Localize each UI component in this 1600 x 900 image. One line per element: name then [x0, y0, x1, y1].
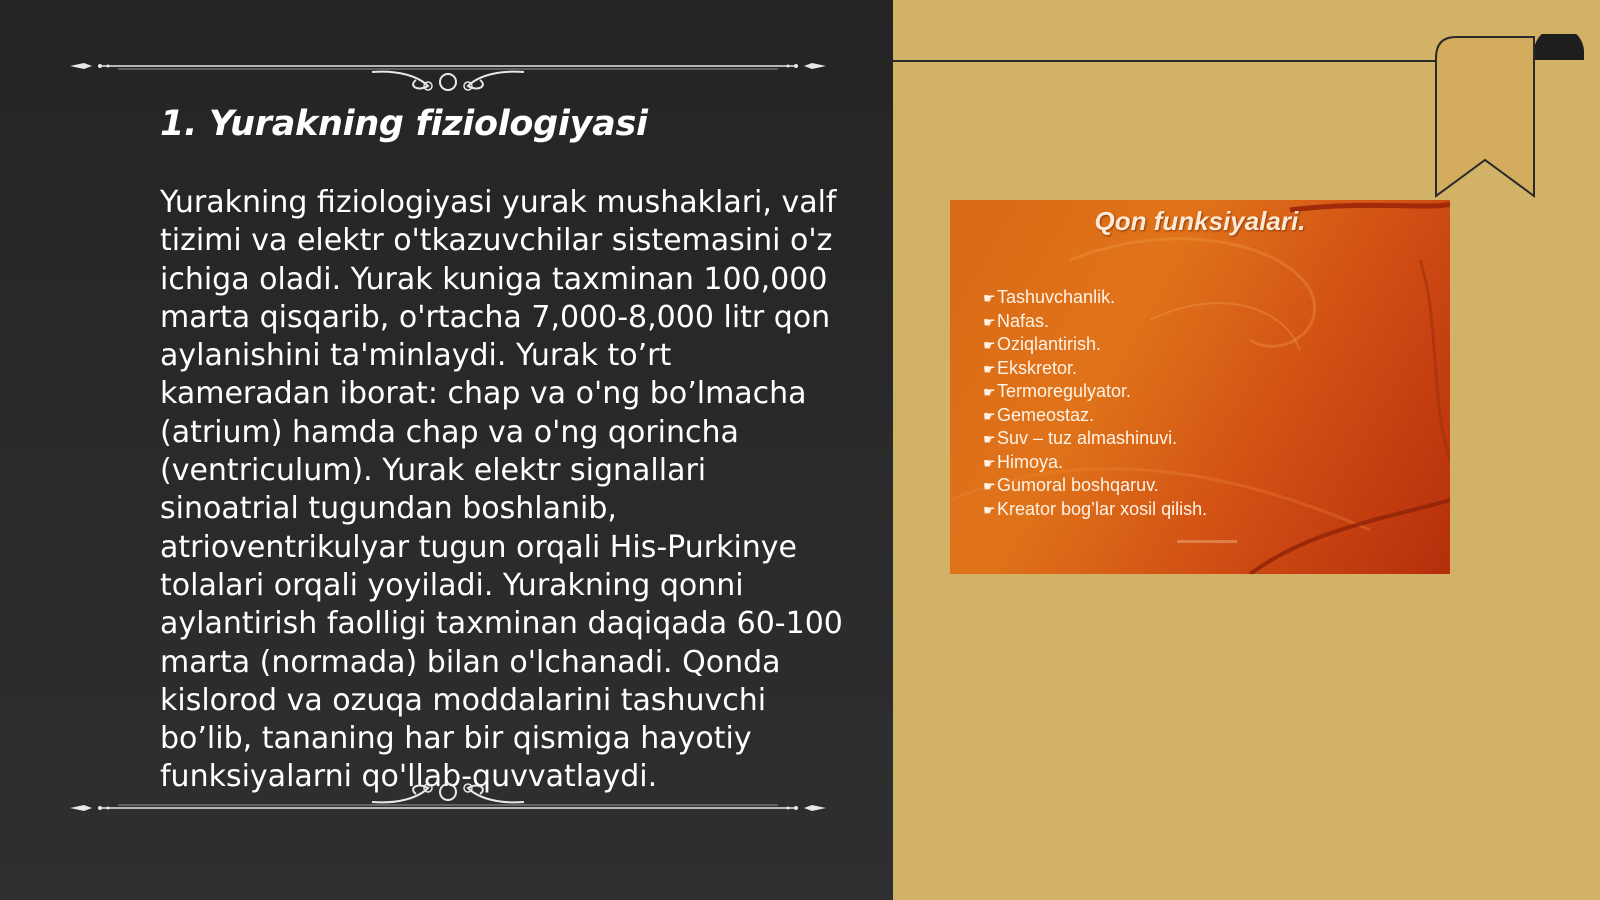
list-item-label: Suv – tuz almashinuvi.	[997, 428, 1178, 448]
list-item	[983, 380, 1207, 404]
functions-list	[983, 286, 1207, 521]
list-item-label: Kreator bog’lar xosil qilish.	[997, 498, 1208, 519]
list-item	[983, 357, 1207, 381]
image-footnote-mark	[1177, 540, 1237, 543]
pointing-hand-icon: ☛	[983, 454, 996, 471]
list-item	[983, 427, 1207, 451]
list-item	[983, 498, 1207, 522]
pointing-hand-icon: ☛	[983, 313, 996, 330]
pointing-hand-icon: ☛	[983, 478, 996, 494]
list-item	[983, 474, 1207, 498]
pointing-hand-icon: ☛	[983, 360, 996, 377]
pointing-hand-icon: ☛	[983, 290, 996, 306]
bookmark-icon	[1434, 34, 1594, 204]
list-item	[983, 404, 1207, 428]
list-item	[983, 451, 1207, 475]
list-item	[983, 310, 1207, 334]
pointing-hand-icon: ☛	[983, 431, 996, 447]
slide-title: 1. Yurakning fiziologiyasi	[160, 104, 648, 144]
list-item-label: Termoregulyator.	[997, 381, 1132, 401]
list-item	[983, 333, 1207, 357]
list-item-label: Gumoral boshqaruv.	[997, 475, 1159, 495]
list-item-label: Oziqlantirish.	[997, 334, 1102, 354]
bottom-ornament	[68, 782, 828, 822]
top-ornament	[68, 52, 828, 92]
list-item-label: Ekskretor.	[997, 357, 1078, 378]
pointing-hand-icon: ☛	[983, 384, 996, 400]
divider-line	[893, 60, 1438, 62]
pointing-hand-icon: ☛	[983, 337, 996, 353]
list-item-label: Nafas.	[997, 310, 1050, 331]
pointing-hand-icon: ☛	[983, 501, 996, 518]
list-item	[983, 286, 1207, 310]
blood-functions-image	[950, 200, 1450, 574]
slide-body-text: Yurakning fiziologiyasi yurak mushaklari, valf tizimi va elektr o'tkazuvchilar sistemasini o'z ichiga oladi. Yurak kuniga taxminan 100,000 marta qisqarib, o'rtacha 7,000-8,000 litr qon aylanishini ta'minlaydi. Yurak to’rt kameradan iborat: chap va o'ng bo’lmacha (atrium) hamda chap va o'ng qorincha (ventriculum). Yurak elektr signallari sinoatrial tugundan boshlanib, atrioventrikulyar tugun orqali His-Purkinye tolalari orqali yoyiladi. Yurakning qonni aylantirish faolligi taxminan daqiqada 60-100 marta (normada) bilan o'lchanadi. Qonda kislorod va ozuqa moddalarini tashuvchi bo’lib, tananing har bir qismiga hayotiy funksiyalarni qo'llab-quvvatlaydi.	[160, 185, 843, 795]
pointing-hand-icon: ☛	[983, 407, 996, 424]
image-title: Qon funksiyalari.	[1094, 206, 1306, 236]
list-item-label: Gemeostaz.	[997, 404, 1095, 425]
list-item-label: Himoya.	[997, 451, 1064, 472]
list-item-label: Tashuvchanlik.	[997, 287, 1116, 307]
